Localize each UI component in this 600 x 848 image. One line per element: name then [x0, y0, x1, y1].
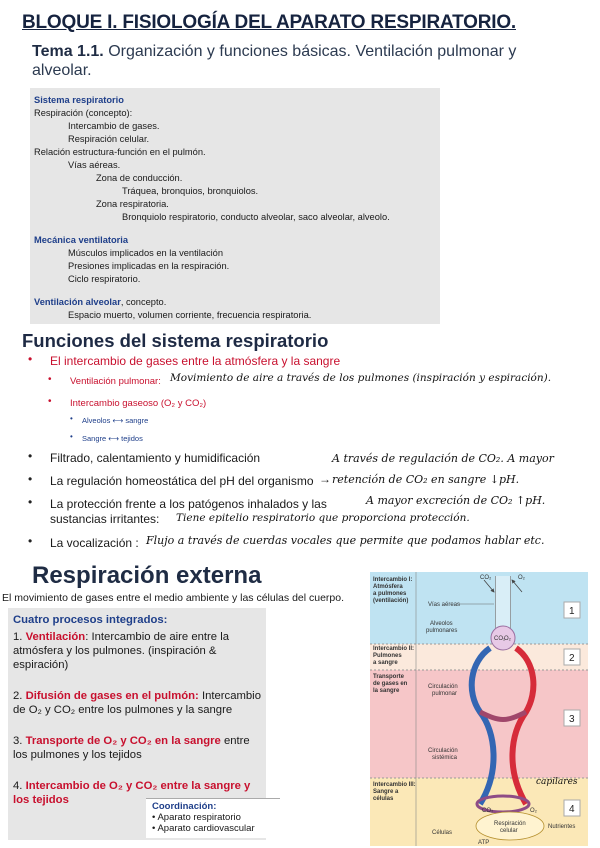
- procesos-heading: Cuatro procesos integrados:: [13, 614, 168, 626]
- funcion-item-4b: sustancias irritantes:: [50, 512, 160, 526]
- outline-line: Respiración (concepto):: [34, 108, 133, 118]
- alveolus-gases-o2: O₂: [504, 636, 511, 642]
- funcion-item-4a: La protección frente a los patógenos inhalados y las: [50, 497, 327, 511]
- handwriting-ph-2: retención de CO₂ en sangre ↓pH.: [332, 473, 520, 486]
- bullet-icon: •: [28, 449, 33, 463]
- bullet-icon: •: [48, 374, 52, 385]
- double-arrow-icon: ⟷: [112, 416, 124, 425]
- subsub-alveolos-b: sangre: [125, 416, 149, 425]
- outline-ventilacion-suffix: , concepto.: [120, 297, 167, 307]
- outline-line: Relación estructura-función en el pulmón.: [34, 147, 206, 157]
- co2-cell: CO₂: [482, 808, 494, 814]
- outline-heading-ventilacion: Ventilación alveolar: [34, 297, 121, 307]
- arrow-icon: →: [319, 472, 331, 486]
- proceso-1: [13, 630, 261, 672]
- funcion-item-5: La vocalización :: [50, 536, 139, 550]
- outline-line: Intercambio de gases.: [68, 121, 160, 131]
- number-3: 3: [569, 714, 575, 725]
- stage4-label-2: células: [373, 796, 394, 802]
- stage3-label-0: Transporte: [373, 674, 405, 680]
- alveolos-label-1: pulmonares: [426, 628, 458, 634]
- proceso-num: 1.: [13, 631, 23, 643]
- subsub-sangre: [82, 434, 143, 443]
- circ-sist-label-1: sistémica: [432, 755, 458, 761]
- stage4-label-1: Sangre a: [373, 789, 399, 795]
- section-title-externa: Respiración externa: [32, 562, 262, 589]
- funcion-item-2: Filtrado, calentamiento y humidificación: [50, 451, 261, 465]
- coordinacion-box: [146, 798, 280, 838]
- airway-lumen: [496, 576, 510, 632]
- funcion-item-1: El intercambio de gases entre la atmósfera y la sangre: [50, 354, 341, 368]
- outline-line: Respiración celular.: [68, 134, 150, 144]
- coordinacion-item-label: Aparato cardiovascular: [157, 823, 255, 834]
- outline-line: Zona de conducción.: [96, 173, 183, 183]
- coordinacion-item-label: Aparato respiratorio: [157, 812, 241, 823]
- topic-text: Organización y funciones básicas. Ventilación pulmonar y alveolar.: [32, 43, 517, 79]
- funcion-item-3: La regulación homeostática del pH del organismo: [50, 474, 314, 488]
- funcion-sub-intercambio: Intercambio gaseoso (O₂ y CO₂): [70, 398, 207, 409]
- proceso-2-text: Intercambio de O₂ y CO₂ entre los pulmones y la sangre: [13, 690, 261, 716]
- proceso-4-bold: Intercambio de O₂ y CO₂ entre la sangre y los tejidos: [13, 780, 251, 806]
- proceso-num: 2.: [13, 690, 23, 702]
- circ-pulm-label-0: Circulación: [428, 684, 458, 690]
- proceso-3: [13, 734, 261, 762]
- proceso-2-bold: Difusión de gases en el pulmón:: [25, 690, 199, 702]
- outline-line: Tráquea, bronquios, bronquiolos.: [122, 186, 259, 196]
- stage1-label-2: a pulmones: [373, 591, 407, 597]
- proceso-2: [13, 689, 261, 717]
- outline-line: Presiones implicadas en la respiración.: [68, 261, 230, 271]
- number-1: 1: [569, 606, 575, 617]
- outline-ventilacion: [34, 296, 436, 309]
- o2-cell: O₂: [530, 808, 537, 814]
- stage2-label-2: a sangre: [373, 660, 398, 666]
- subsub-sangre-b: tejidos: [121, 434, 143, 443]
- funcion-sub-ventilacion: Ventilación pulmonar:: [70, 376, 161, 387]
- stage2-label-0: Intercambio II:: [373, 646, 415, 652]
- proceso-3-bold: Transporte de O₂ y CO₂ en la sangre: [25, 735, 221, 747]
- bullet-icon: •: [70, 414, 73, 423]
- number-2: 2: [569, 653, 575, 664]
- stage1-label-0: Intercambio I:: [373, 577, 413, 583]
- proceso-num: 3.: [13, 735, 23, 747]
- topic-number: Tema 1.1.: [32, 43, 104, 60]
- handwriting-ph-3: A mayor excreción de CO₂ ↑pH.: [366, 494, 546, 507]
- alveolos-label-0: Alveolos: [430, 621, 453, 627]
- resp-cel-label-1: celular: [500, 828, 518, 834]
- circ-pulm-label-1: pulmonar: [432, 691, 458, 697]
- handwriting-proteccion: Tiene epitelio respiratorio que proporciona protección.: [176, 512, 470, 524]
- respiracion-diagram: [370, 572, 588, 846]
- bullet-icon: •: [70, 432, 73, 441]
- handwriting-capilares: capilares: [536, 777, 578, 787]
- proceso-1-bold: Ventilación: [25, 631, 86, 643]
- o2-label: O₂: [518, 575, 525, 581]
- handwriting-ventilacion: Movimiento de aire a través de los pulmones (inspiración y espiración).: [170, 372, 552, 384]
- stage4-label-0: Intercambio III:: [373, 782, 416, 788]
- stage2-label-1: Pulmones: [373, 653, 402, 659]
- bullet-icon: •: [28, 352, 33, 366]
- coordinacion-item: • Aparato cardiovascular: [152, 823, 255, 834]
- co2-label: CO₂: [480, 575, 492, 581]
- coordinacion-item: • Aparato respiratorio: [152, 812, 241, 823]
- circ-sist-label-0: Circulación: [428, 748, 458, 754]
- outline-line: Espacio muerto, volumen corriente, frecuencia respiratoria.: [68, 310, 312, 320]
- stage1-label-3: (ventilación): [373, 598, 409, 604]
- subsub-alveolos-a: Alveolos: [82, 416, 111, 425]
- resp-cel-label-0: Respiración: [494, 821, 526, 827]
- stage1-label-1: Atmósfera: [373, 584, 403, 590]
- band-celulas: [370, 778, 588, 846]
- outline-heading-sistema: Sistema respiratorio: [34, 95, 124, 105]
- celulas-label: Células: [432, 830, 453, 836]
- outline-box: [30, 88, 440, 324]
- subsub-sangre-a: Sangre: [82, 434, 107, 443]
- bullet-icon: •: [48, 396, 52, 407]
- nutrientes-label: Nutrientes: [548, 824, 576, 830]
- handwriting-ph-1: A través de regulación de CO₂. A mayor: [332, 452, 554, 465]
- atp-label: ATP: [478, 840, 490, 846]
- vias-label: Vías aéreas: [428, 602, 461, 608]
- handwriting-vocalizacion: Flujo a través de cuerdas vocales que permite que podamos hablar etc.: [146, 534, 545, 547]
- page-title: BLOQUE I. FISIOLOGÍA DEL APARATO RESPIRATORIO.: [22, 12, 516, 33]
- stage3-label-2: la sangre: [373, 688, 400, 694]
- double-arrow-icon: ⟷: [108, 434, 120, 443]
- coordinacion-heading: Coordinación:: [152, 801, 217, 812]
- outline-line: Bronquiolo respiratorio, conducto alveolar, saco alveolar, alveolo.: [122, 212, 390, 222]
- outline-heading-mecanica: Mecánica ventilatoria: [34, 235, 129, 245]
- proceso-1-text: : Intercambio de aire entre la atmósfera y los pulmones. (inspiración & espiración): [13, 631, 230, 671]
- outline-line: Músculos implicados en la ventilación: [68, 248, 224, 258]
- proceso-num: 4.: [13, 780, 23, 792]
- subsub-alveolos: [82, 416, 148, 425]
- bullet-icon: •: [28, 495, 33, 509]
- proceso-3-text: entre los pulmones y los tejidos: [13, 735, 250, 761]
- alveolus-gases: CO₂: [494, 636, 506, 642]
- outline-line: Vías aéreas.: [68, 160, 121, 170]
- stage3-label-1: de gases en: [373, 681, 408, 687]
- outline-line: Zona respiratoria.: [96, 199, 169, 209]
- number-4: 4: [569, 804, 575, 815]
- outline-line: Ciclo respiratorio.: [68, 274, 141, 284]
- section-subtitle-externa: El movimiento de gases entre el medio ambiente y las células del cuerpo.: [2, 592, 345, 604]
- section-title-funciones: Funciones del sistema respiratorio: [22, 330, 329, 351]
- bullet-icon: •: [28, 534, 33, 548]
- bullet-icon: •: [28, 472, 33, 486]
- topic-heading: [32, 42, 552, 80]
